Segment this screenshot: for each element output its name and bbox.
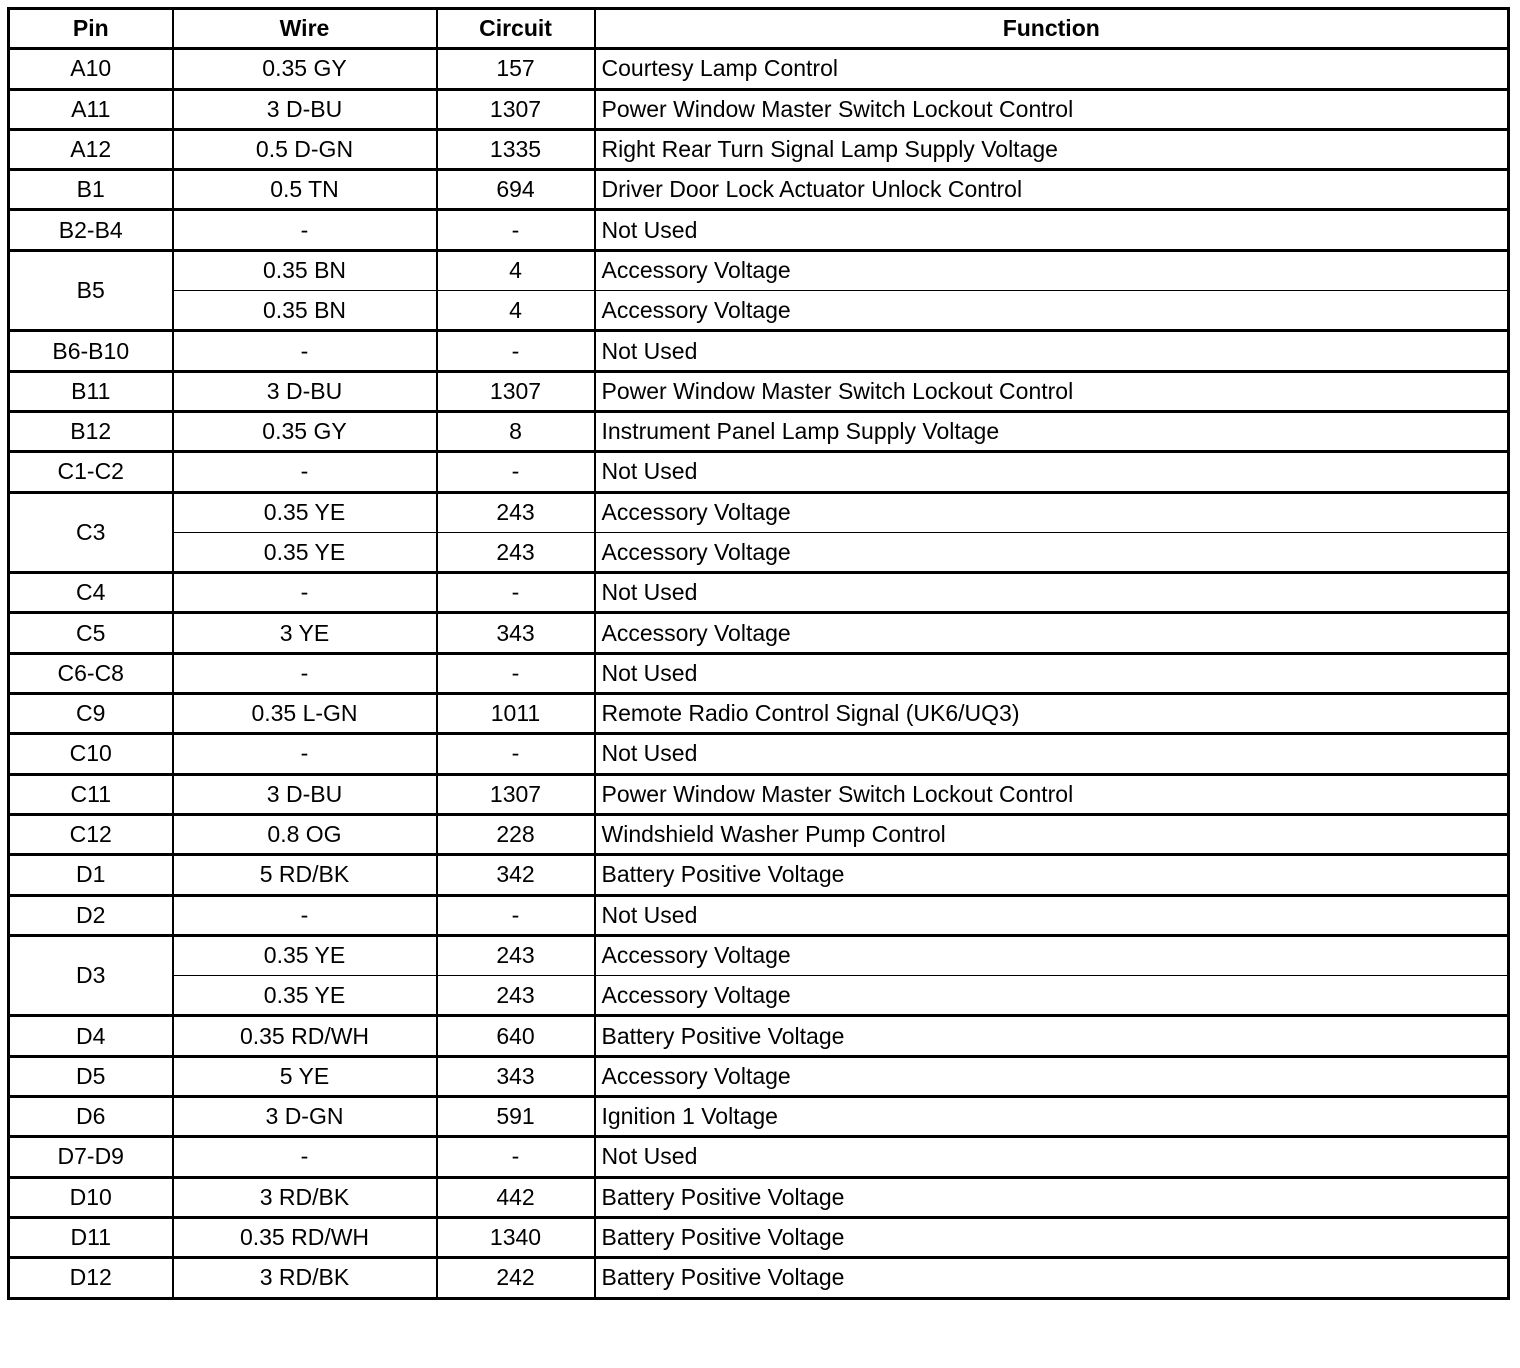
table-row <box>9 734 1509 774</box>
wire-cell: - <box>173 331 437 371</box>
function-cell: Instrument Panel Lamp Supply Voltage <box>595 411 1509 451</box>
header-circuit: Circuit <box>437 9 595 49</box>
wire-cell: 0.35 YE <box>173 976 437 1016</box>
circuit-cell: 591 <box>437 1097 595 1137</box>
function-cell: Accessory Voltage <box>595 492 1509 532</box>
table-row <box>9 492 1509 532</box>
wire-cell: 0.35 RD/WH <box>173 1016 437 1056</box>
function-cell: Not Used <box>595 452 1509 492</box>
pin-cell: C10 <box>9 734 173 774</box>
table-row <box>9 1016 1509 1056</box>
function-cell: Driver Door Lock Actuator Unlock Control <box>595 170 1509 210</box>
function-cell: Accessory Voltage <box>595 291 1509 331</box>
wire-cell: - <box>173 452 437 492</box>
wire-cell: 3 YE <box>173 613 437 653</box>
wire-cell: 0.8 OG <box>173 814 437 854</box>
function-cell: Windshield Washer Pump Control <box>595 814 1509 854</box>
circuit-cell: 343 <box>437 1056 595 1096</box>
circuit-cell: 243 <box>437 532 595 572</box>
table-row <box>9 49 1509 89</box>
function-cell: Power Window Master Switch Lockout Control <box>595 774 1509 814</box>
table-row <box>9 774 1509 814</box>
circuit-cell: - <box>437 331 595 371</box>
circuit-cell: - <box>437 895 595 935</box>
table-row <box>9 1177 1509 1217</box>
circuit-cell: 157 <box>437 49 595 89</box>
pin-cell: C12 <box>9 814 173 854</box>
circuit-cell: 1307 <box>437 371 595 411</box>
function-cell: Accessory Voltage <box>595 613 1509 653</box>
circuit-cell: 694 <box>437 170 595 210</box>
wire-cell: - <box>173 1137 437 1177</box>
function-cell: Not Used <box>595 895 1509 935</box>
function-cell: Not Used <box>595 331 1509 371</box>
wire-cell: 0.35 BN <box>173 291 437 331</box>
function-cell: Accessory Voltage <box>595 250 1509 290</box>
pin-cell: D3 <box>9 935 173 1016</box>
wire-cell: 5 RD/BK <box>173 855 437 895</box>
header-row <box>9 9 1509 49</box>
pin-cell: B1 <box>9 170 173 210</box>
circuit-cell: 343 <box>437 613 595 653</box>
circuit-cell: - <box>437 734 595 774</box>
pin-cell: A11 <box>9 89 173 129</box>
pin-cell: A12 <box>9 129 173 169</box>
table-header <box>9 9 1509 49</box>
circuit-cell: 4 <box>437 250 595 290</box>
wire-cell: - <box>173 573 437 613</box>
function-cell: Not Used <box>595 1137 1509 1177</box>
pin-cell: C9 <box>9 694 173 734</box>
pin-cell: B6-B10 <box>9 331 173 371</box>
circuit-cell: - <box>437 452 595 492</box>
wire-cell: - <box>173 653 437 693</box>
circuit-cell: 8 <box>437 411 595 451</box>
wire-cell: 0.35 YE <box>173 492 437 532</box>
table-row <box>9 573 1509 613</box>
function-cell: Power Window Master Switch Lockout Control <box>595 371 1509 411</box>
function-cell: Not Used <box>595 653 1509 693</box>
function-cell: Courtesy Lamp Control <box>595 49 1509 89</box>
table-row <box>9 694 1509 734</box>
table-row <box>9 1217 1509 1257</box>
wire-cell: - <box>173 734 437 774</box>
table-row <box>9 210 1509 250</box>
wire-cell: 0.35 GY <box>173 49 437 89</box>
circuit-cell: 1011 <box>437 694 595 734</box>
wire-cell: 0.35 GY <box>173 411 437 451</box>
wire-cell: 3 D-BU <box>173 89 437 129</box>
table-row <box>9 170 1509 210</box>
header-function: Function <box>595 9 1509 49</box>
circuit-cell: 342 <box>437 855 595 895</box>
wire-cell: 0.35 YE <box>173 935 437 975</box>
table-row <box>9 411 1509 451</box>
pin-cell: C11 <box>9 774 173 814</box>
wire-cell: 0.35 L-GN <box>173 694 437 734</box>
pin-cell: C5 <box>9 613 173 653</box>
table-row <box>9 291 1509 331</box>
table-row <box>9 814 1509 854</box>
wire-cell: 0.35 YE <box>173 532 437 572</box>
table-row <box>9 1056 1509 1096</box>
function-cell: Remote Radio Control Signal (UK6/UQ3) <box>595 694 1509 734</box>
circuit-cell: 4 <box>437 291 595 331</box>
wire-cell: 0.35 RD/WH <box>173 1217 437 1257</box>
wire-cell: - <box>173 210 437 250</box>
connector-pinout-table <box>7 7 1510 1300</box>
function-cell: Accessory Voltage <box>595 532 1509 572</box>
pin-cell: B12 <box>9 411 173 451</box>
circuit-cell: 640 <box>437 1016 595 1056</box>
pin-cell: C1-C2 <box>9 452 173 492</box>
header-pin: Pin <box>9 9 173 49</box>
pin-cell: B11 <box>9 371 173 411</box>
circuit-cell: - <box>437 653 595 693</box>
pin-cell: C3 <box>9 492 173 573</box>
circuit-cell: - <box>437 573 595 613</box>
pin-cell: A10 <box>9 49 173 89</box>
table-body <box>9 49 1509 1298</box>
pin-cell: D5 <box>9 1056 173 1096</box>
table-row <box>9 452 1509 492</box>
function-cell: Battery Positive Voltage <box>595 1016 1509 1056</box>
pin-cell: D12 <box>9 1258 173 1298</box>
wire-cell: 3 D-BU <box>173 371 437 411</box>
table-row <box>9 371 1509 411</box>
pin-cell: D1 <box>9 855 173 895</box>
table-row <box>9 89 1509 129</box>
table-row <box>9 1097 1509 1137</box>
pin-cell: D11 <box>9 1217 173 1257</box>
table-row <box>9 935 1509 975</box>
circuit-cell: 1307 <box>437 774 595 814</box>
circuit-cell: 1340 <box>437 1217 595 1257</box>
table-row <box>9 1258 1509 1298</box>
pin-cell: B5 <box>9 250 173 331</box>
function-cell: Power Window Master Switch Lockout Control <box>595 89 1509 129</box>
circuit-cell: 242 <box>437 1258 595 1298</box>
circuit-cell: 243 <box>437 492 595 532</box>
function-cell: Battery Positive Voltage <box>595 1217 1509 1257</box>
wire-cell: 0.5 D-GN <box>173 129 437 169</box>
function-cell: Not Used <box>595 573 1509 613</box>
wire-cell: 5 YE <box>173 1056 437 1096</box>
table-row <box>9 532 1509 572</box>
wire-cell: 3 D-BU <box>173 774 437 814</box>
circuit-cell: 243 <box>437 935 595 975</box>
table-row <box>9 653 1509 693</box>
pin-cell: D7-D9 <box>9 1137 173 1177</box>
table-row <box>9 331 1509 371</box>
function-cell: Accessory Voltage <box>595 976 1509 1016</box>
circuit-cell: - <box>437 1137 595 1177</box>
header-wire: Wire <box>173 9 437 49</box>
table-row <box>9 855 1509 895</box>
circuit-cell: 442 <box>437 1177 595 1217</box>
table-row <box>9 1137 1509 1177</box>
function-cell: Right Rear Turn Signal Lamp Supply Voltage <box>595 129 1509 169</box>
table-row <box>9 250 1509 290</box>
table-row <box>9 976 1509 1016</box>
pin-cell: B2-B4 <box>9 210 173 250</box>
pin-cell: D10 <box>9 1177 173 1217</box>
function-cell: Not Used <box>595 734 1509 774</box>
pin-cell: C4 <box>9 573 173 613</box>
function-cell: Battery Positive Voltage <box>595 1177 1509 1217</box>
wire-cell: 3 D-GN <box>173 1097 437 1137</box>
function-cell: Battery Positive Voltage <box>595 855 1509 895</box>
pin-cell: D4 <box>9 1016 173 1056</box>
table-row <box>9 895 1509 935</box>
function-cell: Not Used <box>595 210 1509 250</box>
function-cell: Ignition 1 Voltage <box>595 1097 1509 1137</box>
wire-cell: - <box>173 895 437 935</box>
function-cell: Battery Positive Voltage <box>595 1258 1509 1298</box>
table-row <box>9 613 1509 653</box>
circuit-cell: 228 <box>437 814 595 854</box>
wire-cell: 3 RD/BK <box>173 1258 437 1298</box>
circuit-cell: 243 <box>437 976 595 1016</box>
wire-cell: 0.5 TN <box>173 170 437 210</box>
circuit-cell: 1307 <box>437 89 595 129</box>
pin-cell: D2 <box>9 895 173 935</box>
function-cell: Accessory Voltage <box>595 1056 1509 1096</box>
circuit-cell: 1335 <box>437 129 595 169</box>
pin-cell: C6-C8 <box>9 653 173 693</box>
pin-cell: D6 <box>9 1097 173 1137</box>
table-row <box>9 129 1509 169</box>
wire-cell: 3 RD/BK <box>173 1177 437 1217</box>
circuit-cell: - <box>437 210 595 250</box>
function-cell: Accessory Voltage <box>595 935 1509 975</box>
wire-cell: 0.35 BN <box>173 250 437 290</box>
